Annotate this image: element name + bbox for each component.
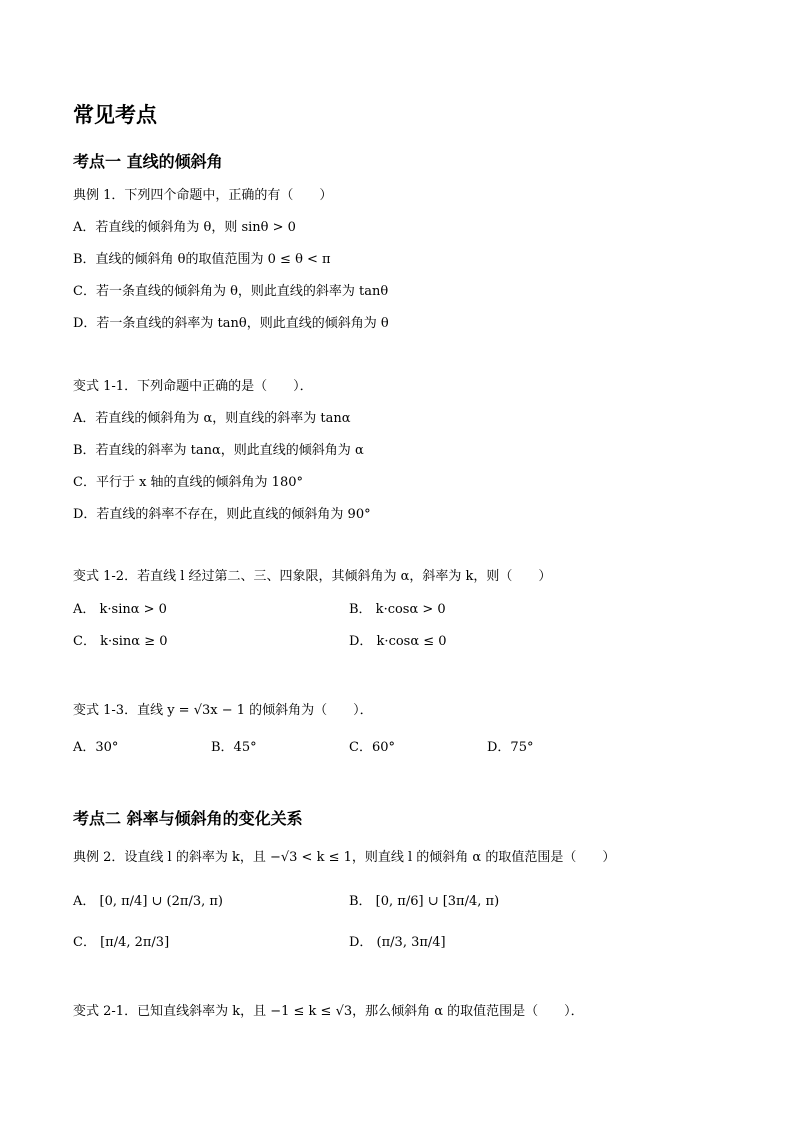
example-2-option-c: C． [π/4, 2π/3] xyxy=(73,935,170,950)
variant-1-1-option-c: C．平行于 x 轴的直线的倾斜角为 180° xyxy=(73,475,303,490)
variant-1-1-option-b: B．若直线的斜率为 tanα，则此直线的倾斜角为 α xyxy=(73,443,364,458)
example-2-option-a: A． [0, π/4] ∪ (2π/3, π) xyxy=(73,894,223,909)
example-1-option-c: C．若一条直线的倾斜角为 θ，则此直线的斜率为 tanθ xyxy=(73,284,389,299)
variant-1-2-option-a: A． k·sinα > 0 xyxy=(73,602,167,617)
variant-1-2-stem: 变式 1-2．若直线 l 经过第二、三、四象限，其倾斜角为 α，斜率为 k，则（ ） xyxy=(73,569,552,584)
variant-1-3-option-c: C．60° xyxy=(349,740,395,755)
variant-1-1-option-d: D．若直线的斜率不存在，则此直线的倾斜角为 90° xyxy=(73,507,371,522)
variant-1-2-option-c: C． k·sinα ≥ 0 xyxy=(73,634,168,649)
page-title: 常见考点 xyxy=(73,103,157,127)
variant-2-1-stem: 变式 2-1．已知直线斜率为 k，且 −1 ≤ k ≤ √3，那么倾斜角 α 的取值范围是（ ）． xyxy=(73,1004,584,1019)
variant-1-1-stem: 变式 1-1．下列命题中正确的是（ ）． xyxy=(73,379,313,394)
section-heading-2: 考点二 斜率与倾斜角的变化关系 xyxy=(73,809,303,828)
example-2-stem: 典例 2．设直线 l 的斜率为 k，且 −√3 < k ≤ 1，则直线 l 的倾斜角 α 的取值范围是（ ） xyxy=(73,850,616,865)
example-1-option-a: A．若直线的倾斜角为 θ，则 sinθ > 0 xyxy=(73,220,296,235)
section-heading-1: 考点一 直线的倾斜角 xyxy=(73,152,223,171)
variant-1-3-stem: 变式 1-3．直线 y = √3x − 1 的倾斜角为（ ）． xyxy=(73,703,373,718)
variant-1-3-option-b: B．45° xyxy=(211,740,257,755)
variant-1-2-option-d: D． k·cosα ≤ 0 xyxy=(349,634,447,649)
variant-1-2-option-b: B． k·cosα > 0 xyxy=(349,602,446,617)
example-1-option-d: D．若一条直线的斜率为 tanθ，则此直线的倾斜角为 θ xyxy=(73,316,389,331)
variant-1-3-option-a: A．30° xyxy=(73,740,119,755)
example-1-option-b: B．直线的倾斜角 θ的取值范围为 0 ≤ θ < π xyxy=(73,252,331,267)
example-1-stem: 典例 1．下列四个命题中，正确的有（ ） xyxy=(73,188,333,203)
variant-1-3-option-d: D．75° xyxy=(487,740,534,755)
example-2-option-d: D． (π/3, 3π/4] xyxy=(349,935,446,950)
variant-1-1-option-a: A．若直线的倾斜角为 α，则直线的斜率为 tanα xyxy=(73,411,351,426)
example-2-option-b: B． [0, π/6] ∪ [3π/4, π) xyxy=(349,894,500,909)
